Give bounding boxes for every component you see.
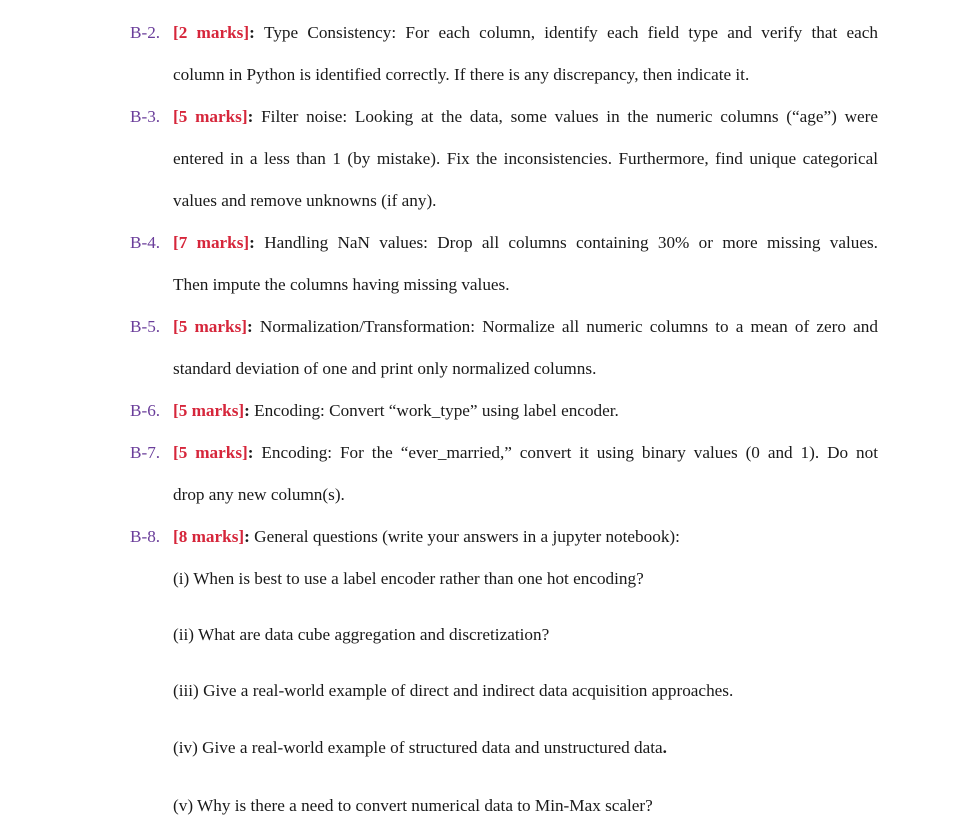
question-code: B-4. (130, 233, 161, 252)
question-code: B-5. (130, 317, 161, 336)
subquestion-iv-text: (iv) Give a real-world example of structured data and unstructured data (173, 738, 663, 757)
subquestion-i: (i) When is best to use a label encoder rather than one hot encoding? (173, 569, 644, 588)
question-b3-line1: B-3. [5 marks]: Filter noise: Looking at the data, some values in the numeric columns (“age”) were (130, 107, 878, 126)
subquestion-v: (v) Why is there a need to convert numerical data to Min-Max scaler? (173, 796, 653, 815)
marks-label: [8 marks] (173, 527, 245, 546)
marks-label: [5 marks] (173, 443, 248, 462)
question-code: B-6. (130, 401, 161, 420)
question-text: Encoding: For the “ever_married,” convert it using binary values (0 and 1). Do not (261, 443, 878, 462)
question-b2-line2: column in Python is identified correctly. If there is any discrepancy, then indicate it. (173, 65, 750, 84)
question-b3-line2: entered in a less than 1 (by mistake). Fix the inconsistencies. Furthermore, find unique categorical (173, 149, 878, 168)
question-b7-line2: drop any new column(s). (173, 485, 345, 504)
question-b6-line1: B-6. [5 marks]: Encoding: Convert “work_type” using label encoder. (130, 401, 619, 420)
marks-label: [5 marks] (173, 107, 248, 126)
question-code: B-2. (130, 23, 161, 42)
question-b5-line1: B-5. [5 marks]: Normalization/Transformation: Normalize all numeric columns to a mean of zero and (130, 317, 878, 336)
marks-label: [7 marks] (173, 233, 250, 252)
question-text: Type Consistency: For each column, identify each field type and verify that each (264, 23, 878, 42)
question-b7-line1: B-7. [5 marks]: Encoding: For the “ever_married,” convert it using binary values (0 and 1). Do not (130, 443, 878, 462)
question-code: B-3. (130, 107, 161, 126)
question-text: General questions (write your answers in a jupyter notebook): (254, 527, 680, 546)
question-code: B-8. (130, 527, 161, 546)
question-b8-line1: B-8. [8 marks]: General questions (write your answers in a jupyter notebook): (130, 527, 680, 546)
question-b4-line1: B-4. [7 marks]: Handling NaN values: Drop all columns containing 30% or more missing values. (130, 233, 878, 252)
marks-label: [5 marks] (173, 401, 245, 420)
question-text: Normalization/Transformation: Normalize all numeric columns to a mean of zero and (259, 317, 878, 336)
question-text: Handling NaN values: Drop all columns containing 30% or more missing values. (264, 233, 878, 252)
subquestion-iv (173, 738, 667, 758)
question-code: B-7. (130, 443, 161, 462)
marks-label: [5 marks] (173, 317, 248, 336)
question-b2-line1: B-2. [2 marks]: Type Consistency: For each column, identify each field type and verify that each (130, 23, 878, 42)
marks-label: [2 marks] (173, 23, 250, 42)
question-b4-line2: Then impute the columns having missing values. (173, 275, 510, 294)
subquestion-ii: (ii) What are data cube aggregation and discretization? (173, 625, 550, 644)
subquestion-iii: (iii) Give a real-world example of direct and indirect data acquisition approaches. (173, 681, 734, 700)
question-b3-line3: values and remove unknowns (if any). (173, 191, 437, 210)
subquestion-iv-period: . (662, 738, 667, 757)
question-text: Filter noise: Looking at the data, some values in the numeric columns (“age”) were (261, 107, 878, 126)
question-b5-line2: standard deviation of one and print only normalized columns. (173, 359, 597, 378)
question-text: Encoding: Convert “work_type” using label encoder. (254, 401, 619, 420)
